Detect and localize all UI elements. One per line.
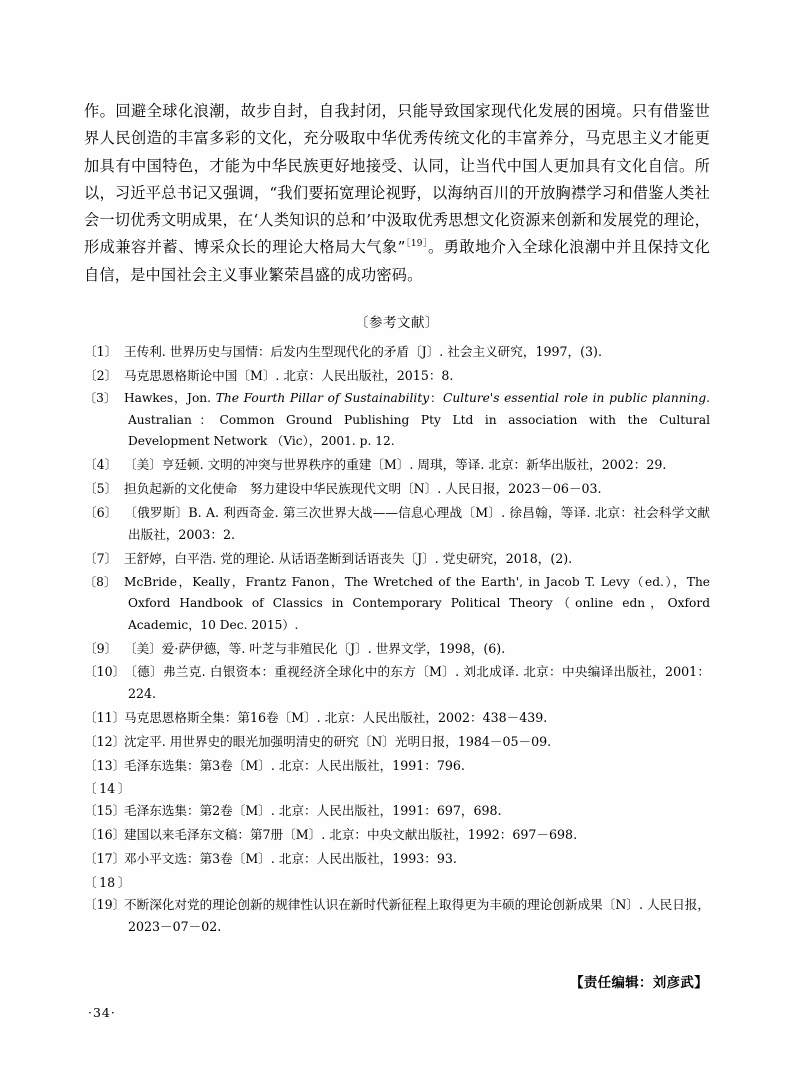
reference-item bbox=[84, 638, 710, 660]
body-paragraph-tail: 。勇敢地介入全球化浪潮中并且保持文化自信，是中国社会主义事业繁荣昌盛的成功密码。 bbox=[84, 238, 710, 284]
reference-item bbox=[84, 454, 710, 476]
reference-item bbox=[84, 502, 710, 546]
reference-number: 〔16〕 bbox=[84, 827, 126, 843]
reference-text: 〔美〕爱·萨伊德，等. 叶芝与非殖民化〔J〕. 世界文学，1998，(6). bbox=[124, 640, 506, 656]
reference-number: 〔1〕 bbox=[84, 344, 118, 360]
reference-number: 〔18〕〔19〕 bbox=[84, 874, 126, 912]
reference-text: Hawkes，Jon. The Fourth Pillar of Sustainability：Culture's essential role in public planning. Australian：Common Ground Publishing Pty Ltd in association with the Cultural Development Network （Vic），2001. p. 12. bbox=[124, 391, 710, 449]
references-heading-label: 〔参考文献〕 bbox=[355, 315, 439, 332]
reference-item bbox=[84, 707, 710, 729]
reference-number: 〔10〕 bbox=[84, 664, 126, 680]
references-heading bbox=[84, 311, 710, 331]
reference-text: 邓小平文选：第3卷〔M〕. 北京：人民出版社，1993：93. bbox=[124, 850, 457, 866]
body-paragraph bbox=[84, 98, 710, 289]
reference-number: 〔3〕 bbox=[84, 391, 117, 406]
reference-item bbox=[84, 388, 710, 453]
reference-text: 沈定平. 用世界史的眼光加强明清史的研究〔N〕光明日报，1984－05－09. bbox=[124, 733, 552, 749]
reference-number: 〔2〕 bbox=[84, 367, 118, 383]
reference-number: 〔4〕 bbox=[84, 457, 118, 473]
reference-number: 〔11〕 bbox=[84, 710, 126, 726]
reference-item bbox=[84, 478, 710, 500]
reference-item bbox=[84, 755, 710, 777]
reference-text: 毛泽东选集：第3卷〔M〕. 北京：人民出版社，1991：796. bbox=[124, 757, 465, 773]
reference-item bbox=[84, 548, 710, 570]
body-superscript: ［19］ bbox=[405, 239, 429, 250]
reference-text: 毛泽东选集：第2卷〔M〕. 北京：人民出版社，1991：697，698. bbox=[124, 803, 502, 819]
reference-item bbox=[84, 731, 710, 753]
reference-text: 建国以来毛泽东文稿：第7册〔M〕. 北京：中央文献出版社，1992：697－698. bbox=[124, 827, 578, 843]
reference-text: 马克思恩格斯论中国〔M〕. 北京：人民出版社，2015：8. bbox=[124, 367, 454, 383]
reference-text: 〔俄罗斯〕B. A. 利西奇金. 第三次世界大战——信息心理战〔M〕. 徐昌翰，等译. 北京：社会科学文献出版社，2003：2. bbox=[124, 504, 710, 543]
editor-credit: 【责任编辑：刘彦武】 bbox=[570, 975, 708, 992]
reference-text: 〔美〕亨廷顿. 文明的冲突与世界秩序的重建〔M〕. 周琪，等译. 北京：新华出版社，2002：29. bbox=[124, 457, 667, 473]
reference-item bbox=[84, 848, 710, 870]
reference-number: 〔5〕 bbox=[84, 481, 118, 497]
reference-text: 〔德〕弗兰克. 白银资本：重视经济全球化中的东方〔M〕. 刘北成译. 北京：中央编译出版社，2001：224. bbox=[124, 664, 710, 702]
reference-item bbox=[84, 872, 710, 939]
reference-number: 〔8〕 bbox=[84, 574, 117, 589]
reference-number: 〔17〕 bbox=[84, 850, 126, 866]
reference-item bbox=[84, 824, 710, 846]
reference-text: 马克思恩格斯全集：第16卷〔M〕. 北京：人民出版社，2002：438－439. bbox=[124, 710, 548, 726]
page-number: ·34· bbox=[88, 1005, 116, 1020]
reference-item bbox=[84, 661, 710, 705]
reference-number: 〔7〕 bbox=[84, 550, 118, 566]
reference-text: 王传利. 世界历史与国情：后发内生型现代化的矛盾〔J〕. 社会主义研究，1997，(3). bbox=[124, 344, 602, 360]
reference-number: 〔13〕 bbox=[84, 757, 126, 773]
reference-item bbox=[84, 572, 710, 637]
reference-number: 〔6〕 bbox=[84, 504, 118, 520]
reference-text: 王舒婷，白平浩. 党的理论. 从话语垄断到话语丧失〔J〕. 党史研究，2018，(2). bbox=[124, 550, 573, 566]
reference-text: 不断深化对党的理论创新的规律性认识在新时代新征程上取得更为丰硕的理论创新成果〔N〕. 人民日报，2023－07－02. bbox=[124, 896, 710, 934]
reference-number: 〔14〕〔15〕 bbox=[84, 781, 126, 819]
reference-text: McBride，Keally，Frantz Fanon，The Wretched of the Earth', in Jacob T. Levy（ed.），The Oxford Handbook of Classics in Contemporary Political Theory（online edn，Oxford Academic，10 Dec. 2015）. bbox=[124, 574, 710, 632]
references-list bbox=[84, 341, 710, 938]
reference-item bbox=[84, 365, 710, 387]
reference-number: 〔9〕 bbox=[84, 640, 118, 656]
reference-item bbox=[84, 341, 710, 363]
page-content bbox=[84, 98, 710, 991]
reference-item bbox=[84, 778, 710, 822]
reference-number: 〔12〕 bbox=[84, 733, 126, 749]
body-paragraph-text: 作。回避全球化浪潮，故步自封，自我封闭，只能导致国家现代化发展的困境。只有借鉴世界人民创造的丰富多彩的文化，充分吸取中华优秀传统文化的丰富养分，马克思主义才能更加具有中国特色，才能为中华民族更好地接受、认同，让当代中国人更加具有文化自信。所以，习近平总书记又强调，“我们要拓宽理论视野，以海纳百川的开放胸襟学习和借鉴人类社会一切优秀文明成果，在‘人类知识的总和’中汲取优秀思想文化资源来创新和发展党的理论，形成兼容并蓄、博采众长的理论大格局大气象” bbox=[84, 102, 710, 257]
reference-text: 担负起新的文化使命 努力建设中华民族现代文明〔N〕. 人民日报，2023－06－03. bbox=[124, 481, 602, 497]
